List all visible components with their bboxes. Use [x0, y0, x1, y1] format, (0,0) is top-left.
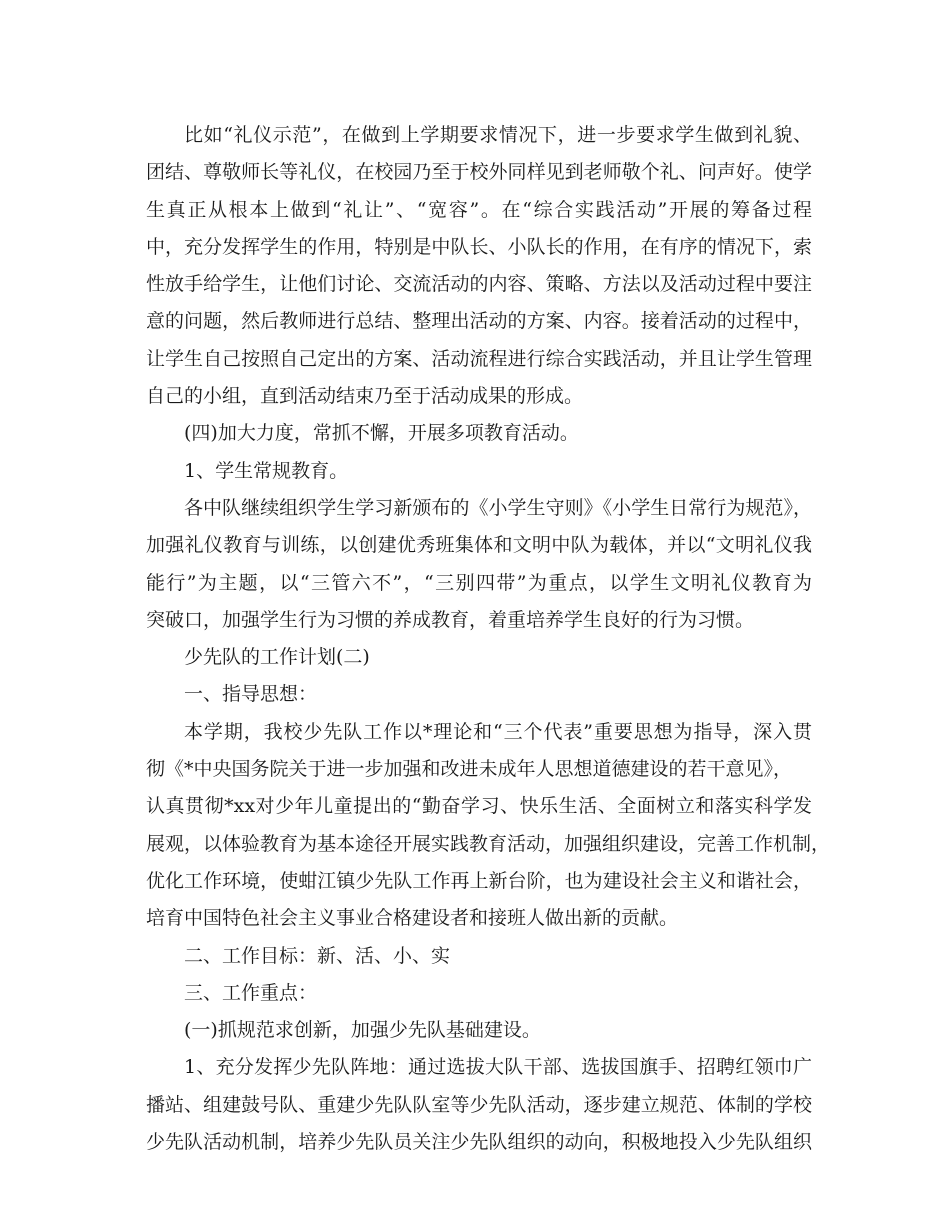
text-line: 性放手给学生，让他们讨论、交流活动的内容、策略、方法以及活动过程中要注 — [146, 273, 812, 296]
text-line: 三、工作重点： — [184, 981, 318, 1004]
text-line: 本学期，我校少先队工作以*理论和“三个代表”重要思想为指导，深入贯 — [184, 720, 812, 743]
text-line: 培育中国特色社会主义事业合格建设者和接班人做出新的贡献。 — [146, 907, 679, 930]
text-line: 1、充分发挥少先队阵地：通过选拔大队干部、选拔国旗手、招聘红领巾广 — [184, 1056, 812, 1079]
text-line: 1、学生常规教育。 — [184, 459, 349, 482]
text-line: 突破口，加强学生行为习惯的养成教育，着重培养学生良好的行为习惯。 — [146, 608, 755, 631]
text-line: 彻《*中央国务院关于进一步加强和改进未成年人思想道德建设的若干意见》， — [146, 758, 793, 781]
text-line: 团结、尊敬师长等礼仪，在校园乃至于校外同样见到老师敬个礼、问声好。使学 — [146, 161, 812, 184]
text-line: (一)抓规范求创新，加强少先队基础建设。 — [184, 1019, 541, 1042]
text-line: 加强礼仪教育与训练，以创建优秀班集体和文明中队为载体，并以“文明礼仪我 — [146, 534, 812, 557]
text-line: 优化工作环境，使蚶江镇少先队工作再上新台阶，也为建设社会主义和谐社会， — [146, 869, 812, 892]
text-line: 让学生自己按照自己定出的方案、活动流程进行综合实践活动，并且让学生管理 — [146, 347, 812, 370]
text-line: 一、指导思想： — [184, 683, 318, 706]
text-line: 各中队继续组织学生学习新颁布的《小学生守则》《小学生日常行为规范》， — [184, 496, 812, 519]
text-line: 中，充分发挥学生的作用，特别是中队长、小队长的作用，在有序的情况下，索 — [146, 235, 812, 258]
text-line: 展观，以体验教育为基本途径开展实践教育活动，加强组织建设，完善工作机制， — [146, 832, 831, 855]
text-line: 少先队的工作计划(二) — [184, 646, 370, 669]
document-body — [146, 117, 831, 1161]
text-line: 比如“礼仪示范”，在做到上学期要求情况下，进一步要求学生做到礼貌、 — [184, 124, 812, 146]
text-line: 认真贯彻*xx对少年儿童提出的“勤奋学习、快乐生活、全面树立和落实科学发 — [146, 795, 812, 818]
text-line: 少先队活动机制，培养少先队员关注少先队组织的动向，积极地投入少先队组织 — [146, 1131, 812, 1154]
text-line: 能行”为主题，以“三管六不”，“三别四带”为重点，以学生文明礼仪教育为 — [146, 571, 812, 594]
text-line: 自己的小组，直到活动结束乃至于活动成果的形成。 — [146, 385, 584, 408]
text-line: 二、工作目标：新、活、小、实 — [184, 944, 451, 967]
text-line: 意的问题，然后教师进行总结、整理出活动的方案、内容。接着活动的过程中， — [146, 310, 812, 333]
text-line: 播站、组建鼓号队、重建少先队队室等少先队活动，逐步建立规范、体制的学校 — [146, 1093, 812, 1116]
text-line: 生真正从根本上做到“礼让”、“宽容”。在“综合实践活动”开展的筹备过程 — [146, 198, 812, 221]
text-line: (四)加大力度，常抓不懈，开展多项教育活动。 — [184, 422, 579, 445]
